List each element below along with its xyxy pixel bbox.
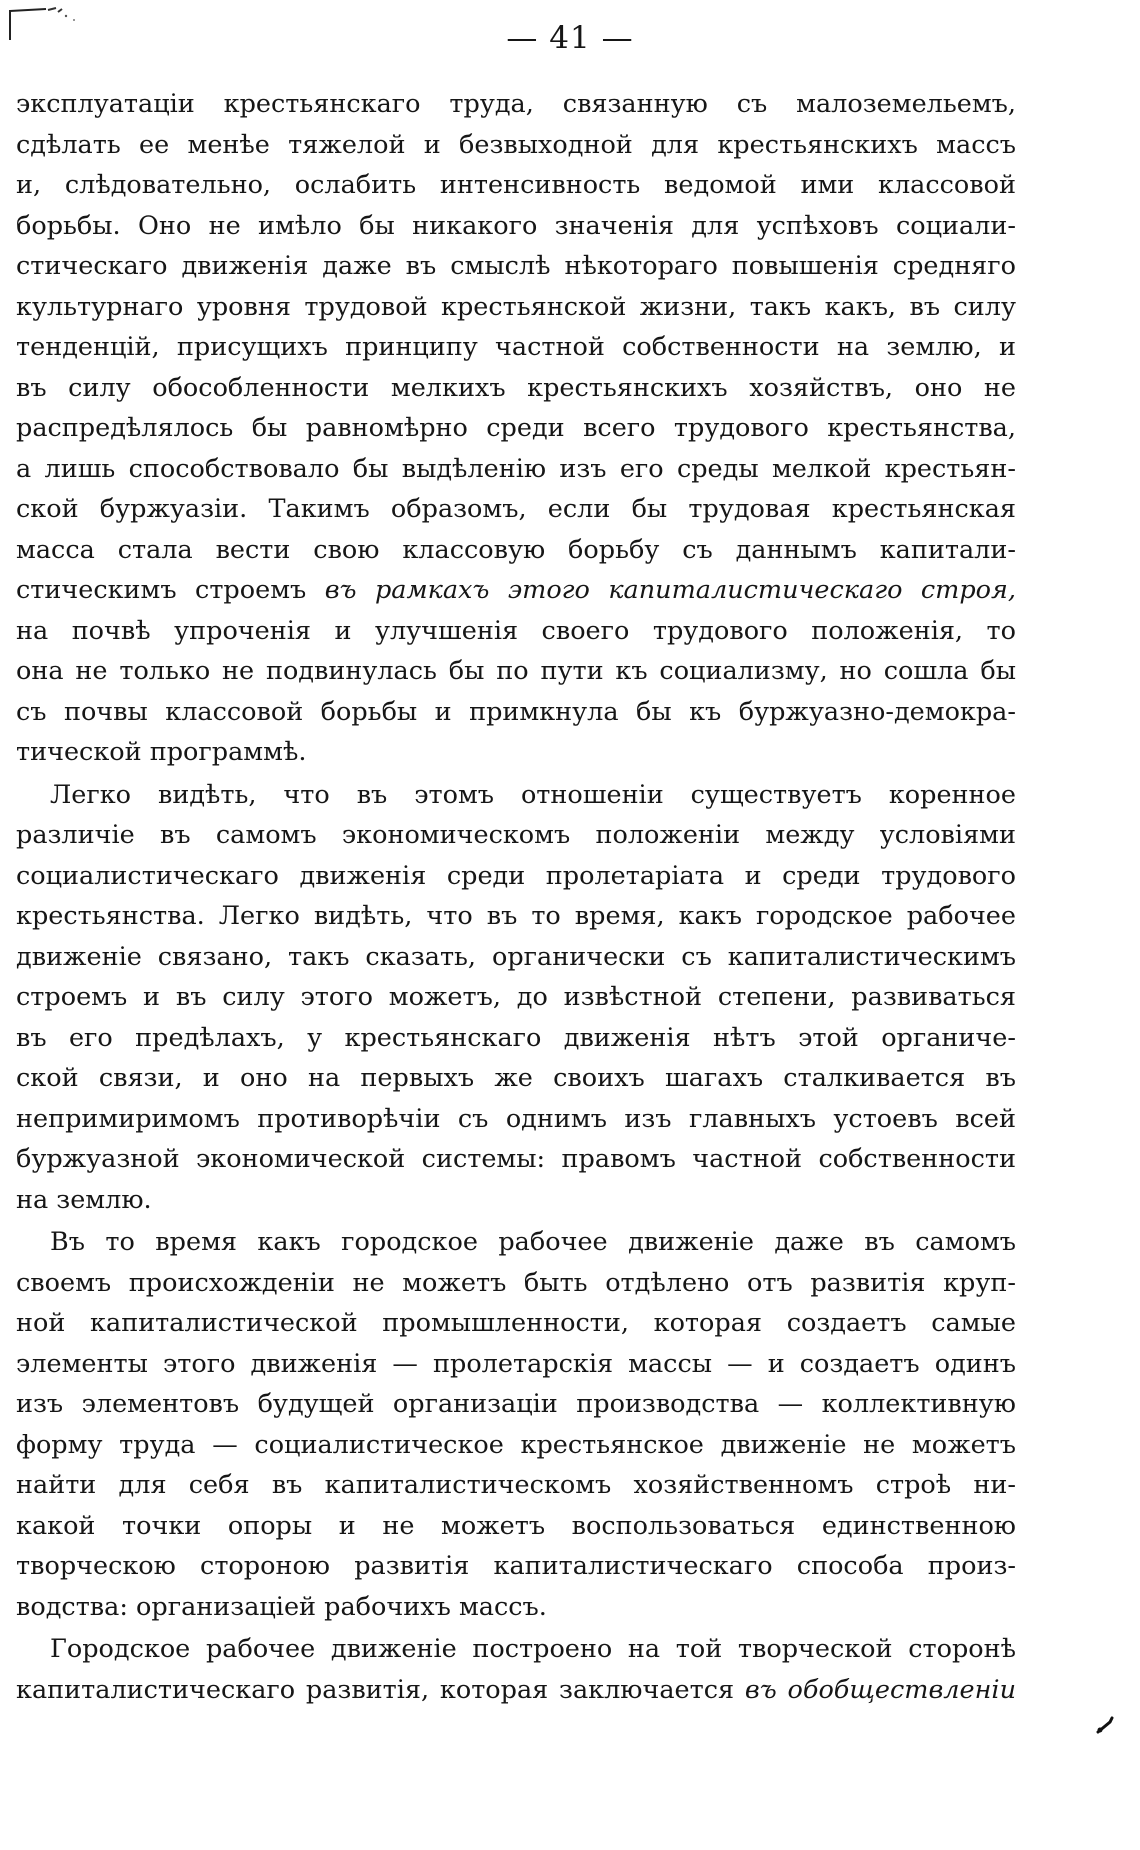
text-line: и, слѣдовательно, ослабить интенсивность ведомой ими классовой xyxy=(16,170,1016,200)
text-line: съ почвы классовой борьбы и примкнула бы къ буржуазно-демокра- xyxy=(16,696,1016,727)
text-line: стическаго движенiя даже въ смыслѣ нѣкотораго повышенiя средняго xyxy=(16,251,1016,281)
text-line: эксплуатацiи крестьянскаго труда, связанную съ малоземельемъ, xyxy=(16,89,1016,119)
text-line: тической программѣ. xyxy=(16,737,307,767)
text-line: форму труда — социалистическое крестьянское движенiе не можетъ xyxy=(16,1429,1016,1460)
text-line: она не только не подвинулась бы по пути къ социализму, но сошла бы xyxy=(16,656,1016,686)
italic-phrase: въ обобществленiи xyxy=(744,1674,1016,1705)
text-segment: стическимъ строемъ xyxy=(16,575,325,605)
text-line: буржуазной экономической системы: правомъ частной собственности xyxy=(16,1144,1016,1174)
text-line: различiе въ самомъ экономическомъ положенiи между условiями xyxy=(16,820,1016,850)
text-line: крестьянства. Легко видѣть, что въ то время, какъ городское рабочее xyxy=(16,901,1016,931)
text-line: Въ то время какъ городское рабочее движенiе даже въ самомъ xyxy=(50,1227,1016,1257)
paragraph-1 xyxy=(16,84,1016,773)
text-line: изъ элементовъ будущей организацiи производства — коллективную xyxy=(16,1389,1016,1419)
text-line: Городское рабочее движенiе построено на той творческой сторонѣ xyxy=(50,1634,1016,1664)
body-text xyxy=(16,84,1016,1710)
text-line: непримиримомъ противорѣчiи съ однимъ изъ главныхъ устоевъ всей xyxy=(16,1103,1016,1134)
text-line: движенiе связано, такъ сказать, органически съ капиталистическимъ xyxy=(16,941,1016,972)
text-line: въ его предѣлахъ, у крестьянскаго движенiя нѣтъ этой органиче- xyxy=(16,1022,1016,1053)
paragraph-2 xyxy=(16,775,1016,1221)
text-line: борьбы. Оно не имѣло бы никакого значенiя для успѣховъ социали- xyxy=(16,210,1016,241)
text-line: масса стала вести свою классовую борьбу съ даннымъ капитали- xyxy=(16,534,1016,565)
text-line-with-italic xyxy=(16,1670,1016,1711)
text-line: водства: организацiей рабочихъ массъ. xyxy=(16,1591,547,1622)
text-line: въ силу обособленности мелкихъ крестьянскихъ хозяйствъ, оно не xyxy=(16,372,1016,403)
text-line: своемъ происхожденiи не можетъ быть отдѣлено отъ развитiя круп- xyxy=(16,1267,1016,1298)
text-line: творческою стороною развитiя капиталистическаго способа произ- xyxy=(16,1551,1016,1581)
text-segment: капиталистическаго развитiя, которая заключается xyxy=(16,1674,745,1705)
text-line: какой точки опоры и не можетъ воспользоваться единственною xyxy=(16,1510,1016,1541)
text-line: культурнаго уровня трудовой крестьянской жизни, такъ какъ, въ силу xyxy=(16,291,1016,322)
page-number: — 41 — xyxy=(506,20,634,56)
text-line: на почвѣ упроченiя и улучшенiя своего трудового положенiя, то xyxy=(16,615,1016,646)
text-line: Легко видѣть, что въ этомъ отношенiи существуетъ коренное xyxy=(50,779,1016,810)
text-line: а лишь способствовало бы выдѣленiю изъ его среды мелкой крестьян- xyxy=(16,453,1016,484)
italic-phrase: въ рамкахъ этого капиталистическаго строя, xyxy=(324,575,1016,605)
text-line: сдѣлать ее менѣе тяжелой и безвыходной для крестьянскихъ массъ xyxy=(16,129,1016,160)
text-line: на землю. xyxy=(16,1184,152,1215)
text-line: распредѣлялось бы равномѣрно среди всего трудового крестьянства, xyxy=(16,413,1016,443)
paragraph-4 xyxy=(16,1629,1016,1710)
text-line-with-italic xyxy=(16,570,1016,611)
ink-mark-icon xyxy=(1094,1714,1116,1736)
text-line: тенденцiй, присущихъ принципу частной собственности на землю, и xyxy=(16,332,1016,362)
text-line: ской связи, и оно на первыхъ же своихъ шагахъ сталкивается въ xyxy=(16,1063,1016,1093)
text-line: элементы этого движенiя — пролетарскiя массы — и создаетъ одинъ xyxy=(16,1348,1016,1379)
text-line: ной капиталистической промышленности, которая создаетъ самые xyxy=(16,1308,1016,1338)
text-line: найти для себя въ капиталистическомъ хозяйственномъ строѣ ни- xyxy=(16,1470,1016,1500)
text-line: ской буржуазiи. Такимъ образомъ, если бы трудовая крестьянская xyxy=(16,494,1016,524)
paragraph-3 xyxy=(16,1222,1016,1627)
text-line: строемъ и въ силу этого можетъ, до извѣстной степени, развиваться xyxy=(16,982,1016,1012)
text-line: социалистическаго движенiя среди пролетарiата и среди трудового xyxy=(16,860,1016,891)
